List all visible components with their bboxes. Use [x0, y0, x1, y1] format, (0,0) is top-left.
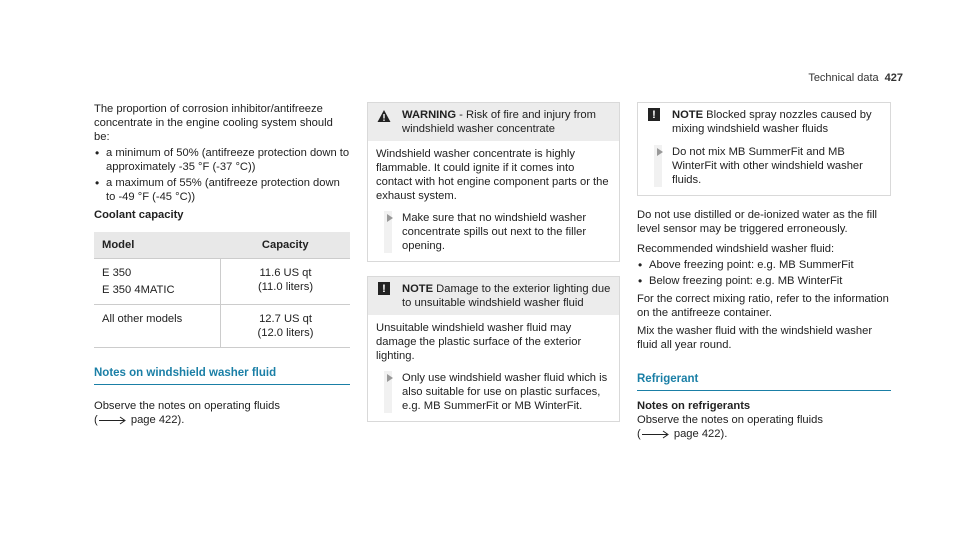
capacity-cell — [221, 259, 351, 305]
page-reference-text: page 422). — [130, 414, 185, 426]
warning-text: Windshield washer concentrate is highly flammable. It could ignite if it comes into contact with hot engine component parts or the exhaust system. — [376, 148, 609, 202]
page-reference-text: page 422). — [673, 428, 728, 440]
model-name: All other models — [102, 313, 183, 325]
notice-exclamation-icon: ! — [648, 108, 660, 121]
capacity-liters: (11.0 liters) — [257, 281, 314, 293]
warning-step — [376, 211, 611, 253]
page-reference[interactable]: ( page 422). — [637, 428, 728, 440]
page-number: 427 — [884, 72, 903, 84]
note-title: Damage to the exterior lighting due to unsuitable windshield washer fluid — [402, 283, 611, 309]
fluid-notes-text: Observe the notes on operating fluids — [94, 400, 280, 412]
column-header-model: Model — [94, 232, 221, 259]
mixing-ratio-paragraph: For the correct mixing ratio, refer to the information on the antifreeze container. — [637, 293, 889, 319]
capacity-liters: (12.0 liters) — [257, 327, 314, 339]
column-2 — [367, 102, 620, 436]
distilled-water-paragraph: Do not use distilled or de-ionized water as the fill level sensor may be triggered erroneously. — [637, 209, 878, 235]
page-header — [808, 71, 903, 85]
table-row — [94, 305, 350, 348]
coolant-table — [94, 232, 350, 348]
column-header-capacity: Capacity — [221, 232, 351, 259]
capacity-cell — [221, 305, 351, 348]
section-name: Technical data — [808, 72, 879, 84]
note-header — [368, 277, 619, 315]
note-label: NOTE — [402, 283, 434, 295]
table-row — [94, 259, 350, 305]
refrigerant-subtitle: Notes on refrigerants — [637, 400, 751, 412]
note-body — [368, 315, 619, 421]
play-arrow-icon — [387, 214, 393, 222]
page-reference[interactable]: ( page 422). — [94, 414, 185, 426]
note-box — [367, 276, 620, 422]
note-header — [638, 103, 890, 141]
warning-header — [368, 103, 619, 141]
list-item: • Above freezing point: e.g. MB SummerFit — [637, 258, 891, 272]
recommended-fluid-paragraph: Recommended windshield washer fluid: — [637, 243, 835, 255]
note-label: NOTE — [672, 109, 704, 121]
arrow-right-icon — [98, 416, 128, 425]
list-item: • a minimum of 50% (antifreeze protection down to approximately -35 °F (-37 °C)) — [94, 146, 350, 174]
section-title-refrigerant: Refrigerant — [637, 372, 891, 391]
step-text: Make sure that no windshield washer concentrate spills out next to the filler opening. — [402, 212, 587, 252]
capacity-us: 12.7 US qt — [259, 313, 312, 325]
note-box — [637, 102, 891, 196]
play-arrow-icon — [387, 374, 393, 382]
list-item: • Below freezing point: e.g. MB WinterFit — [637, 274, 891, 288]
capacity-us: 11.6 US qt — [259, 267, 312, 279]
intro-paragraph: The proportion of corrosion inhibitor/antifreeze concentrate in the engine cooling system should be: — [94, 103, 333, 143]
model-name: E 350 — [102, 267, 132, 279]
model-cell — [94, 259, 221, 305]
column-3 — [637, 102, 891, 441]
model-cell — [94, 305, 221, 348]
table-header-row — [94, 232, 350, 259]
step-text: Do not mix MB SummerFit and MB WinterFit with other windshield washer fluids. — [672, 146, 863, 186]
mix-year-round-paragraph: Mix the washer fluid with the windshield washer fluid all year round. — [637, 325, 873, 351]
notice-exclamation-icon: ! — [378, 282, 390, 295]
play-arrow-icon — [657, 148, 663, 156]
refrigerant-notes-text: Observe the notes on operating fluids — [637, 414, 823, 426]
warning-body — [368, 141, 619, 261]
warning-triangle-icon — [377, 109, 391, 123]
note-text: Unsuitable windshield washer fluid may damage the plastic surface of the exterior lighting. — [376, 322, 582, 362]
model-name: E 350 4MATIC — [102, 284, 175, 296]
step-text: Only use windshield washer fluid which is also suitable for use on plastic surfaces, e.g. MB SummerFit or MB WinterFit. — [402, 372, 608, 412]
note-step — [646, 145, 882, 187]
proportion-list — [94, 146, 350, 204]
recommended-fluid-list — [637, 258, 891, 288]
warning-title: - Risk of fire and injury from windshield washer concentrate — [402, 109, 596, 135]
warning-label: WARNING — [402, 109, 457, 121]
coolant-capacity-title: Coolant capacity — [94, 209, 184, 221]
arrow-right-icon — [641, 430, 671, 439]
list-item: • a maximum of 55% (antifreeze protection down to -49 °F (-45 °C)) — [94, 176, 350, 204]
warning-box — [367, 102, 620, 262]
column-1 — [94, 102, 350, 427]
note-step — [376, 371, 611, 413]
note-body — [638, 141, 890, 195]
note-title: Blocked spray nozzles caused by mixing windshield washer fluids — [672, 109, 872, 135]
section-title-washer-fluid: Notes on windshield washer fluid — [94, 366, 350, 385]
